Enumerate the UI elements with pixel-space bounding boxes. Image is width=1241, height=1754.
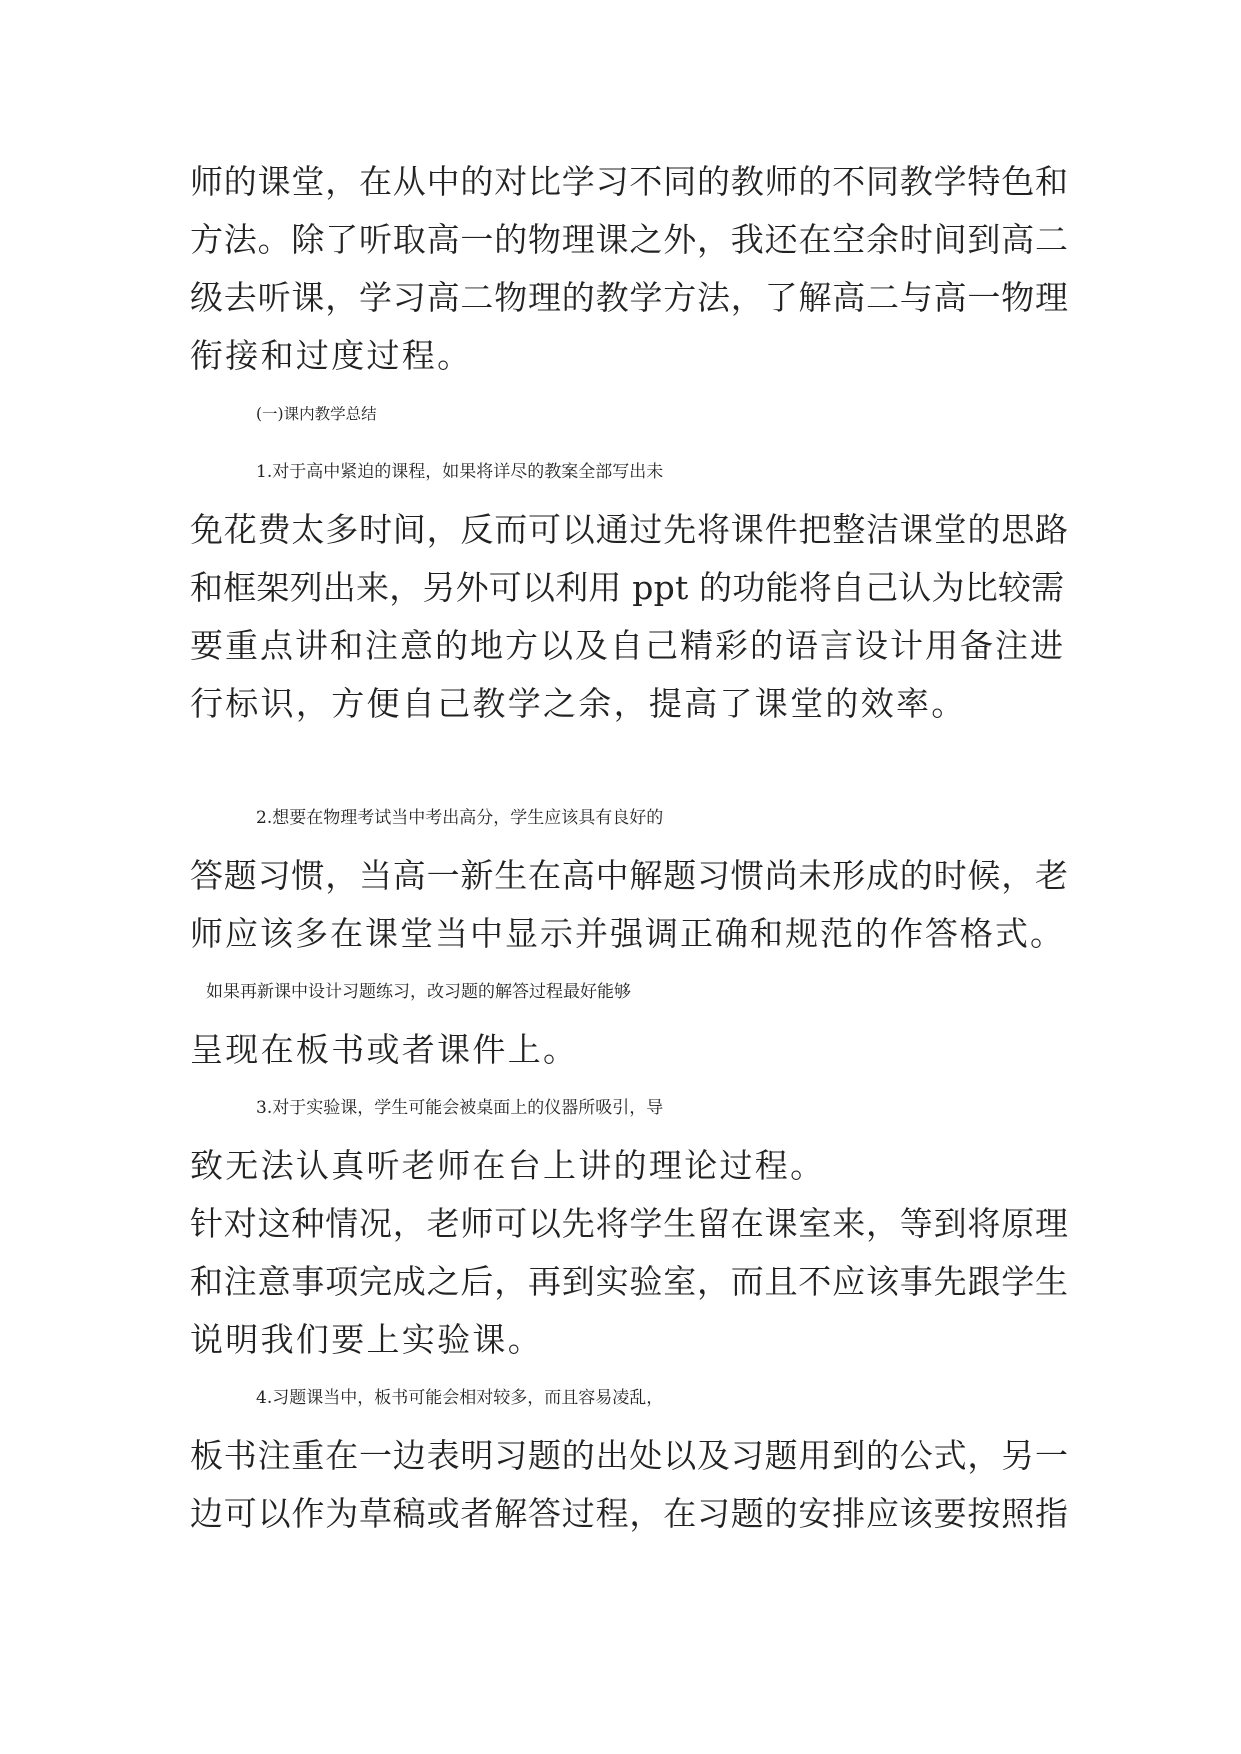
text-line: 师的课堂，在从中的对比学习不同的教师的不同教学特色和 (190, 162, 1069, 201)
text-line: 师应该多在课堂当中显示并强调正确和规范的作答格式。 (190, 914, 1065, 953)
text-line: 和框架列出来，另外可以利用 ppt 的功能将自己认为比较需 (190, 568, 1065, 607)
text-line: 级去听课，学习高二物理的教学方法，了解高二与高一物理 (190, 278, 1069, 317)
text-line: 边可以作为草稿或者解答过程，在习题的安排应该要按照指 (190, 1494, 1069, 1533)
text-line: 如果再新课中设计习题练习，改习题的解答过程最好能够 (206, 982, 631, 1002)
text-line: 要重点讲和注意的地方以及自己精彩的语言设计用备注进 (190, 626, 1065, 665)
text-line: 答题习惯，当高一新生在高中解题习惯尚未形成的时候，老 (190, 856, 1069, 895)
text-line: 3.对于实验课，学生可能会被桌面上的仪器所吸引，导 (256, 1098, 664, 1118)
text-line: 呈现在板书或者课件上。 (190, 1030, 579, 1069)
text-line: 板书注重在一边表明习题的出处以及习题用到的公式，另一 (190, 1436, 1069, 1475)
text-line: 针对这种情况，老师可以先将学生留在课室来，等到将原理 (190, 1204, 1069, 1243)
text-line: 2.想要在物理考试当中考出高分，学生应该具有良好的 (256, 808, 664, 828)
text-line: 衔接和过度过程。 (190, 336, 473, 375)
text-line: 免花费太多时间，反而可以通过先将课件把整洁课堂的思路 (190, 510, 1069, 549)
text-line: 和注意事项完成之后，再到实验室，而且不应该事先跟学生 (190, 1262, 1069, 1301)
text-line: 说明我们要上实验课。 (190, 1320, 543, 1359)
section-heading: (一)课内教学总结 (256, 405, 377, 423)
text-line: 4.习题课当中，板书可能会相对较多，而且容易凌乱， (256, 1388, 664, 1408)
text-line: 致无法认真听老师在台上讲的理论过程。 (190, 1146, 826, 1185)
text-line: 方法。除了听取高一的物理课之外，我还在空余时间到高二 (190, 220, 1069, 259)
text-line: 行标识，方便自己教学之余，提高了课堂的效率。 (190, 684, 967, 723)
text-line: 1.对于高中紧迫的课程，如果将详尽的教案全部写出未 (256, 462, 664, 482)
